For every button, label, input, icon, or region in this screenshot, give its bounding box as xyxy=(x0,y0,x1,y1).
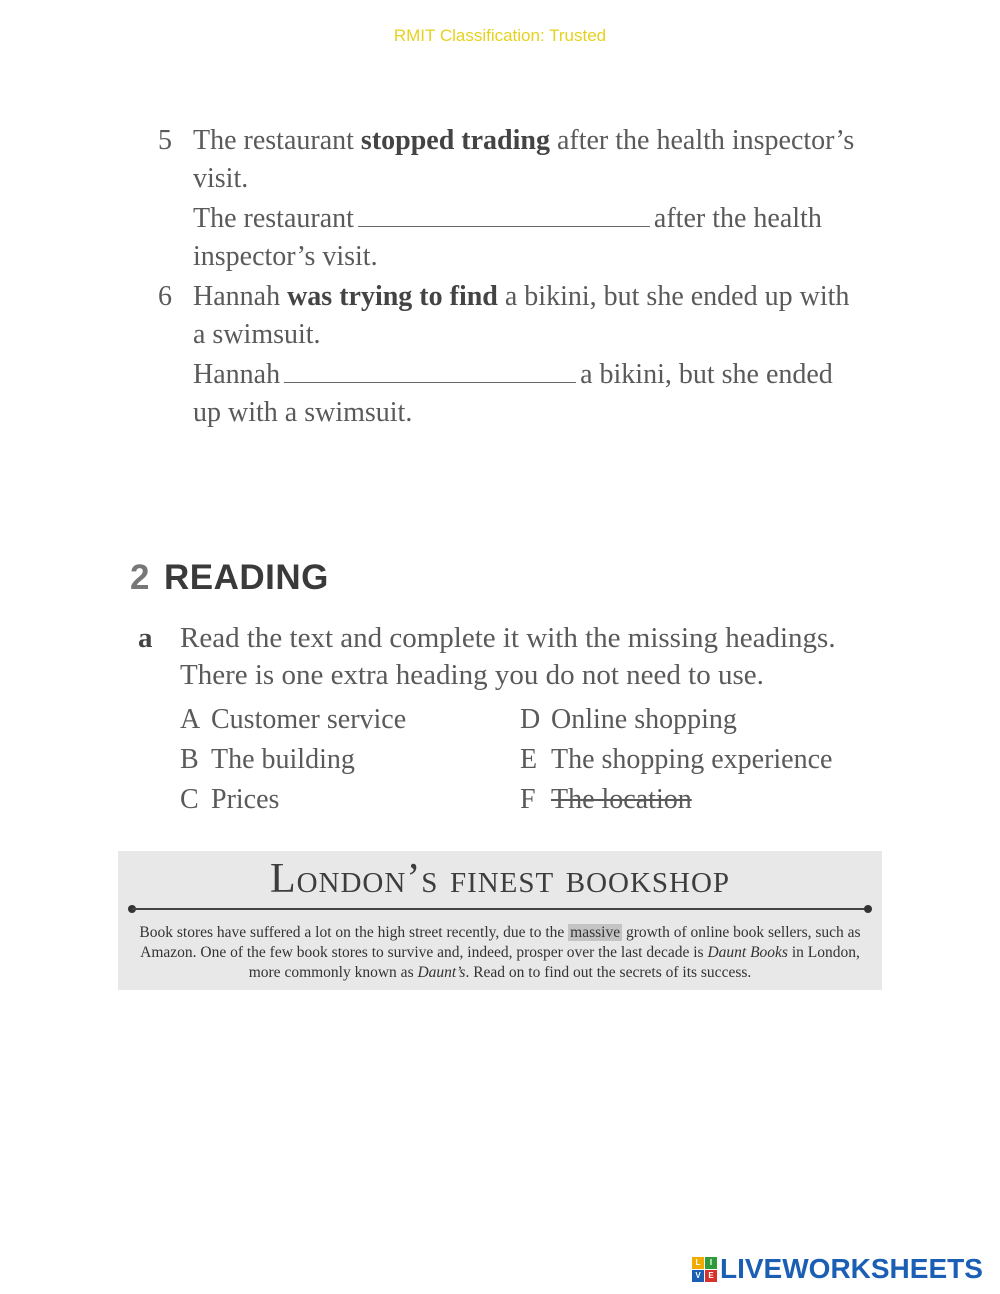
item-number: 5 xyxy=(158,125,172,156)
headings-row xyxy=(180,704,737,736)
original-sentence: Hannah was trying to find a bikini, but she ended up with a swimsuit. xyxy=(193,281,850,350)
item-number: 6 xyxy=(158,281,172,312)
headings-row xyxy=(180,744,833,776)
liveworksheets-logo[interactable] xyxy=(692,1254,983,1284)
rewrite-sentence: Hannah a bikini, but she ended up with a swimsuit. xyxy=(193,359,833,428)
target-phrase: was trying to find xyxy=(287,281,498,312)
exercise-item-6 xyxy=(158,278,858,432)
heading-option-e: E The shopping experience xyxy=(520,744,833,775)
rule-dot-right xyxy=(864,905,872,913)
original-sentence: The restaurant stopped trading after the health inspector’s visit. xyxy=(193,125,855,194)
task-text: Read the text and complete it with the missing headings. There is one extra heading you do not need to use. xyxy=(180,622,836,691)
exercise-item-5 xyxy=(158,122,858,276)
heading-option-b: B The building xyxy=(180,744,355,775)
answer-blank[interactable] xyxy=(284,360,576,383)
heading-option-f-crossed-out: F The location xyxy=(520,784,692,815)
article-title: London’s finest bookshop xyxy=(269,856,731,902)
section-heading xyxy=(130,558,329,598)
logo-mark-icon: L I V E xyxy=(692,1257,717,1282)
task-instruction xyxy=(138,620,898,694)
target-phrase: stopped trading xyxy=(360,125,550,156)
section-title: READING xyxy=(163,558,329,597)
heading-option-d: D Online shopping xyxy=(520,704,737,735)
highlighted-word: massive xyxy=(570,924,621,941)
heading-option-a: A Customer service xyxy=(180,704,407,735)
article-intro: Book stores have suffered a lot on the high street recently, due to the massive growth of online book sellers, such as Amazon. One of the few book stores to survive and, indeed, prosper over the last decade is Daunt Books in London, more commonly known as Daunt’s. Read on to find out the secrets of its success. xyxy=(139,924,861,981)
classification-label: RMIT Classification: Trusted xyxy=(393,26,607,45)
section-number: 2 xyxy=(130,558,150,597)
logo-text: LIVEWORKSHEETS xyxy=(720,1253,983,1284)
title-divider xyxy=(132,908,868,910)
article-banner xyxy=(118,851,882,990)
heading-option-c: C Prices xyxy=(180,784,280,815)
task-letter: a xyxy=(138,622,153,654)
rewrite-sentence: The restaurant after the health inspector’s visit. xyxy=(193,203,822,272)
answer-blank[interactable] xyxy=(358,204,650,227)
headings-row xyxy=(180,784,692,816)
